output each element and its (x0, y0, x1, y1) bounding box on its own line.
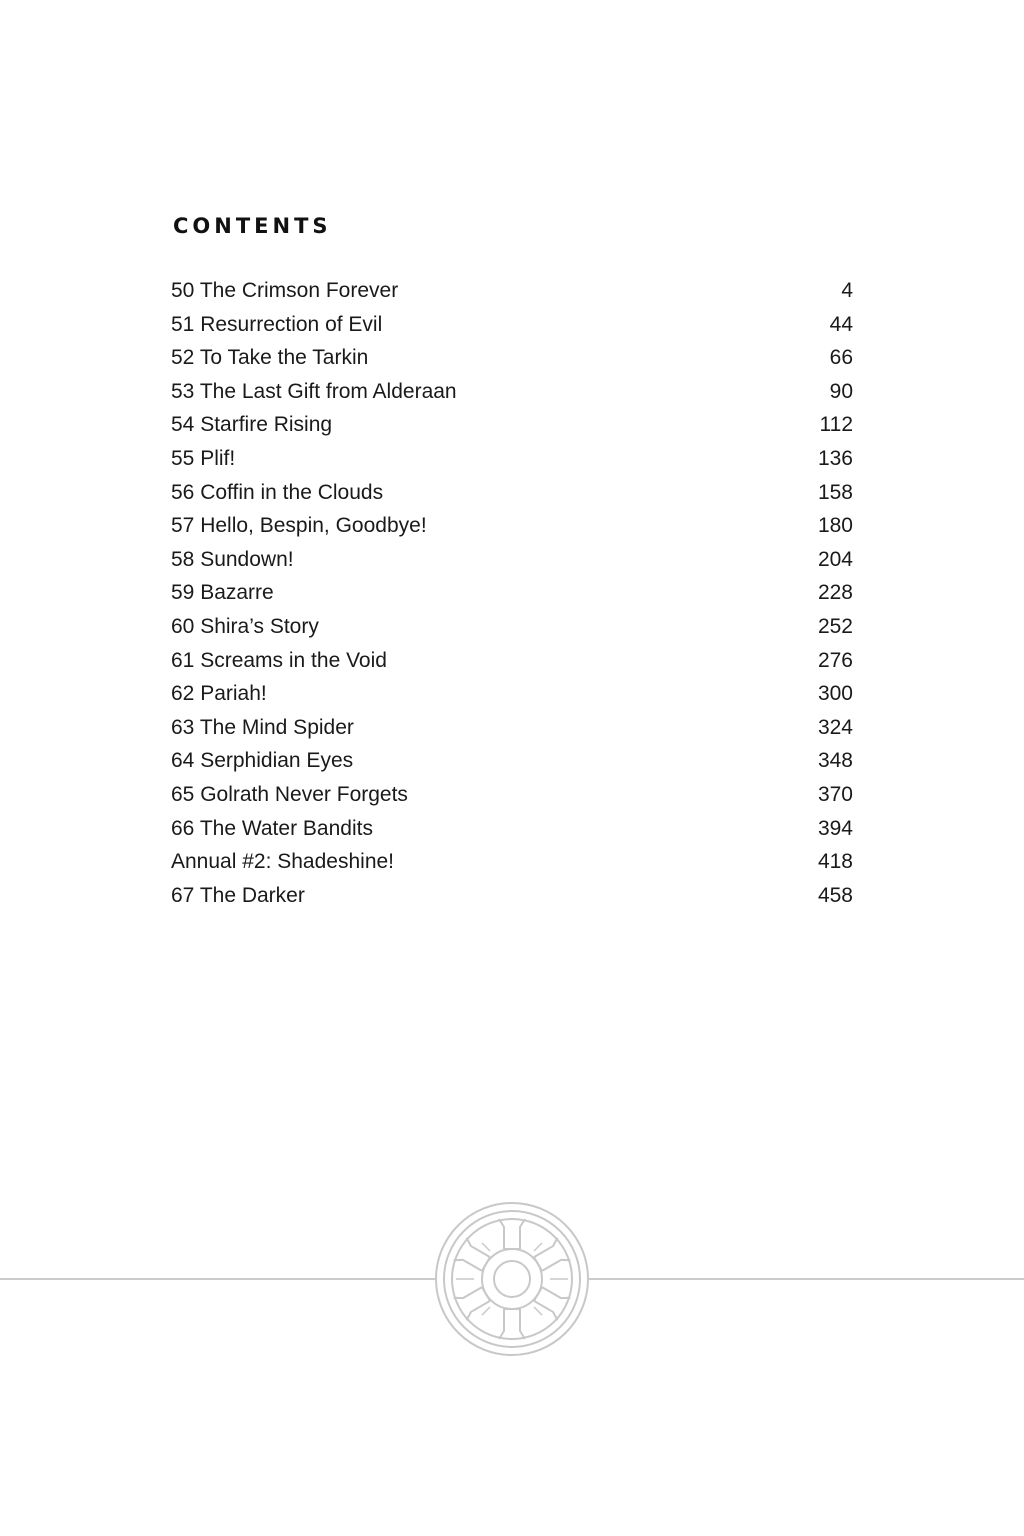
toc-entry[interactable] (171, 744, 853, 778)
toc-entry-title: 59 Bazarre (171, 581, 274, 605)
toc-entry-title: 61 Screams in the Void (171, 648, 387, 672)
toc-entry-title: 56 Coffin in the Clouds (171, 480, 384, 504)
toc-entry-title: 58 Sundown! (171, 547, 294, 571)
toc-entry[interactable] (171, 845, 853, 879)
toc-entry[interactable] (171, 644, 853, 678)
toc-entry-page: 44 (829, 312, 853, 336)
toc-entry-page: 276 (817, 648, 853, 672)
toc-entry-title: 50 The Crimson Forever (171, 279, 399, 302)
contents-heading: CONTENTS (173, 214, 332, 238)
toc-entry[interactable] (171, 476, 853, 510)
toc-entry[interactable] (171, 778, 853, 812)
toc-entry[interactable] (171, 677, 853, 711)
toc-entry-title: 67 The Darker (171, 883, 305, 907)
toc-entry[interactable] (171, 879, 853, 913)
toc-entry[interactable] (171, 711, 853, 745)
toc-entry-page: 90 (829, 379, 853, 403)
toc-entry-page: 4 (841, 279, 853, 302)
toc-entry[interactable] (171, 442, 853, 476)
toc-entry-title: 64 Serphidian Eyes (171, 749, 354, 773)
toc-entry-page: 228 (817, 581, 853, 605)
toc-entry[interactable] (171, 341, 853, 375)
toc-entry-title: Annual #2: Shadeshine! (171, 850, 395, 874)
toc-entry-title: 63 The Mind Spider (171, 715, 354, 739)
toc-entry[interactable] (171, 408, 853, 442)
toc-entry-page: 300 (817, 682, 853, 706)
divider-left (0, 1278, 437, 1280)
toc-entry-page: 66 (829, 346, 853, 370)
toc-entry-page: 348 (817, 749, 853, 773)
toc-entry-title: 65 Golrath Never Forgets (171, 782, 408, 806)
toc-entry[interactable] (171, 274, 853, 308)
toc-entry-title: 52 To Take the Tarkin (171, 346, 369, 370)
toc-entry-title: 51 Resurrection of Evil (171, 312, 383, 336)
divider-right (587, 1278, 1024, 1280)
toc-entry-title: 62 Pariah! (171, 682, 267, 706)
toc-entry-page: 252 (817, 614, 853, 638)
toc-entry[interactable] (171, 576, 853, 610)
imperial-crest-icon (434, 1201, 590, 1357)
toc-entry-title: 60 Shira’s Story (171, 614, 319, 638)
toc-entry-page: 204 (817, 547, 853, 571)
toc-entry-page: 370 (817, 782, 853, 806)
toc-entry[interactable] (171, 543, 853, 577)
toc-entry[interactable] (171, 610, 853, 644)
toc-entry-page: 112 (819, 413, 853, 437)
toc-entry-page: 158 (817, 480, 853, 504)
toc-entry[interactable] (171, 375, 853, 409)
toc-entry[interactable] (171, 308, 853, 342)
toc-entry-page: 180 (817, 514, 853, 538)
toc-entry-page: 136 (817, 446, 853, 470)
toc-entry-title: 55 Plif! (171, 446, 236, 470)
toc-entry-title: 53 The Last Gift from Alderaan (171, 379, 457, 403)
toc-entry-page: 458 (817, 883, 853, 907)
toc-entry-page: 324 (817, 715, 853, 739)
toc-entry-title: 66 The Water Bandits (171, 816, 373, 840)
toc-entry-title: 57 Hello, Bespin, Goodbye! (171, 514, 427, 538)
toc-entry-page: 394 (817, 816, 853, 840)
toc-entry-title: 54 Starfire Rising (171, 413, 333, 437)
toc-entry[interactable] (171, 509, 853, 543)
toc-entry[interactable] (171, 812, 853, 846)
toc-entry-page: 418 (817, 850, 853, 874)
table-of-contents (171, 274, 853, 912)
